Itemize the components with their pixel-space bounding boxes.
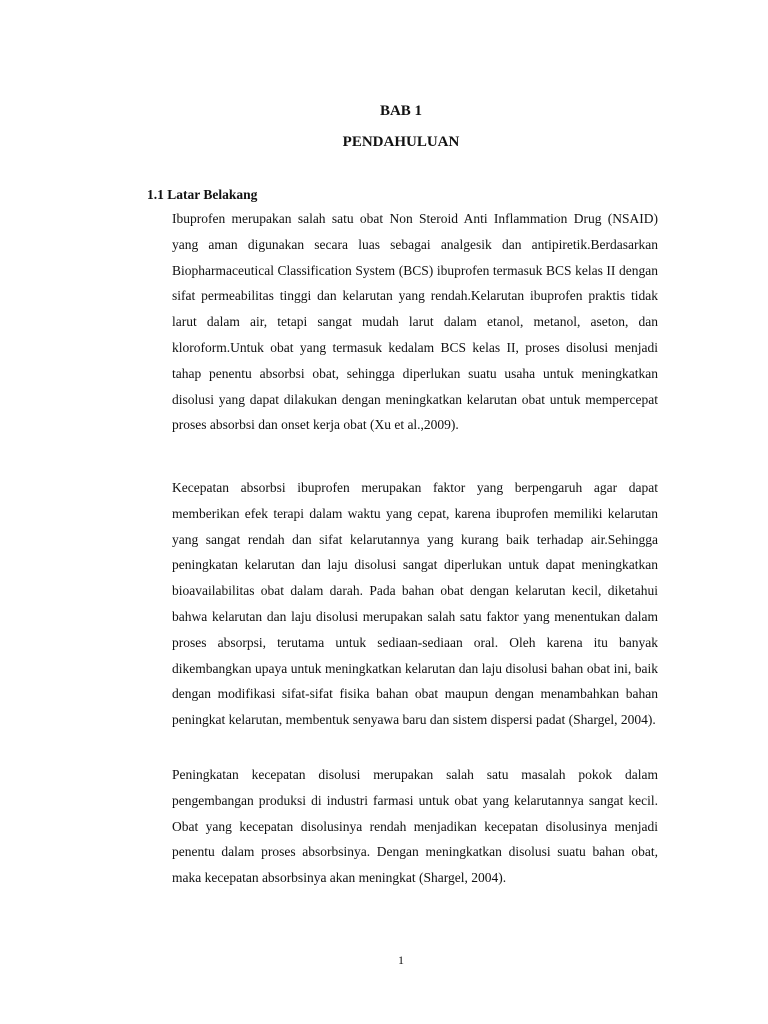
chapter-title: PENDAHULUAN bbox=[342, 134, 460, 150]
paragraph-2: Kecepatan absorbsi ibuprofen merupakan faktor yang berpengaruh agar dapat memberikan efek terapi dalam waktu yang cepat, karena ibuprofen memiliki kelarutan yang sangat rendah dan sifat kelarutannya yang kurang baik terhadap air.Sehingga peningkatan kelarutan dan laju disolusi sangat diperlukan untuk dapat meningkatkan bioavailabilitas obat dalam darah. Pada bahan obat dengan kelarutan kecil, diketahui bahwa kelarutan dan laju disolusi merupakan salah satu faktor yang menentukan dalam proses absorpsi, terutama untuk sediaan-sediaan oral. Oleh karena itu banyak dikembangkan upaya untuk meningkatkan kelarutan dan laju disolusi bahan obat ini, baik dengan modifikasi sifat-sifat fisika bahan obat maupun dengan menambahkan bahan peningkat kelarutan, membentuk senyawa baru dan sistem dispersi padat (Shargel, 2004). bbox=[172, 480, 658, 728]
section-heading: 1.1 Latar Belakang bbox=[147, 187, 258, 202]
paragraph-1: Ibuprofen merupakan salah satu obat Non Steroid Anti Inflammation Drug (NSAID) yang aman digunakan secara luas sebagai analgesik dan antipiretik.Berdasarkan Biopharmaceutical Classification System (BCS) ibuprofen termasuk BCS kelas II dengan sifat permeabilitas tinggi dan kelarutan yang rendah.Kelarutan ibuprofen praktis tidak larut dalam air, tetapi sangat mudah larut dalam etanol, metanol, aseton, dan kloroform.Untuk obat yang termasuk kedalam BCS kelas II, proses disolusi menjadi tahap penentu absorbsi obat, sehingga diperlukan suatu usaha untuk meningkatkan disolusi yang dapat dilakukan dengan meningkatkan kelarutan obat untuk mempercepat proses absorbsi dan onset kerja obat (Xu et al.,2009). bbox=[172, 211, 658, 433]
chapter-heading: BAB 1 bbox=[379, 103, 423, 119]
page-number: 1 bbox=[398, 953, 404, 967]
paragraph-3: Peningkatan kecepatan disolusi merupakan salah satu masalah pokok dalam pengembangan produksi di industri farmasi untuk obat yang kelarutannya sangat kecil. Obat yang kecepatan disolusinya rendah menjadikan kecepatan disolusinya menjadi penentu dalam proses absorbsinya. Dengan meningkatkan disolusi suatu bahan obat, maka kecepatan absorbsinya akan meningkat (Shargel, 2004). bbox=[172, 767, 658, 886]
